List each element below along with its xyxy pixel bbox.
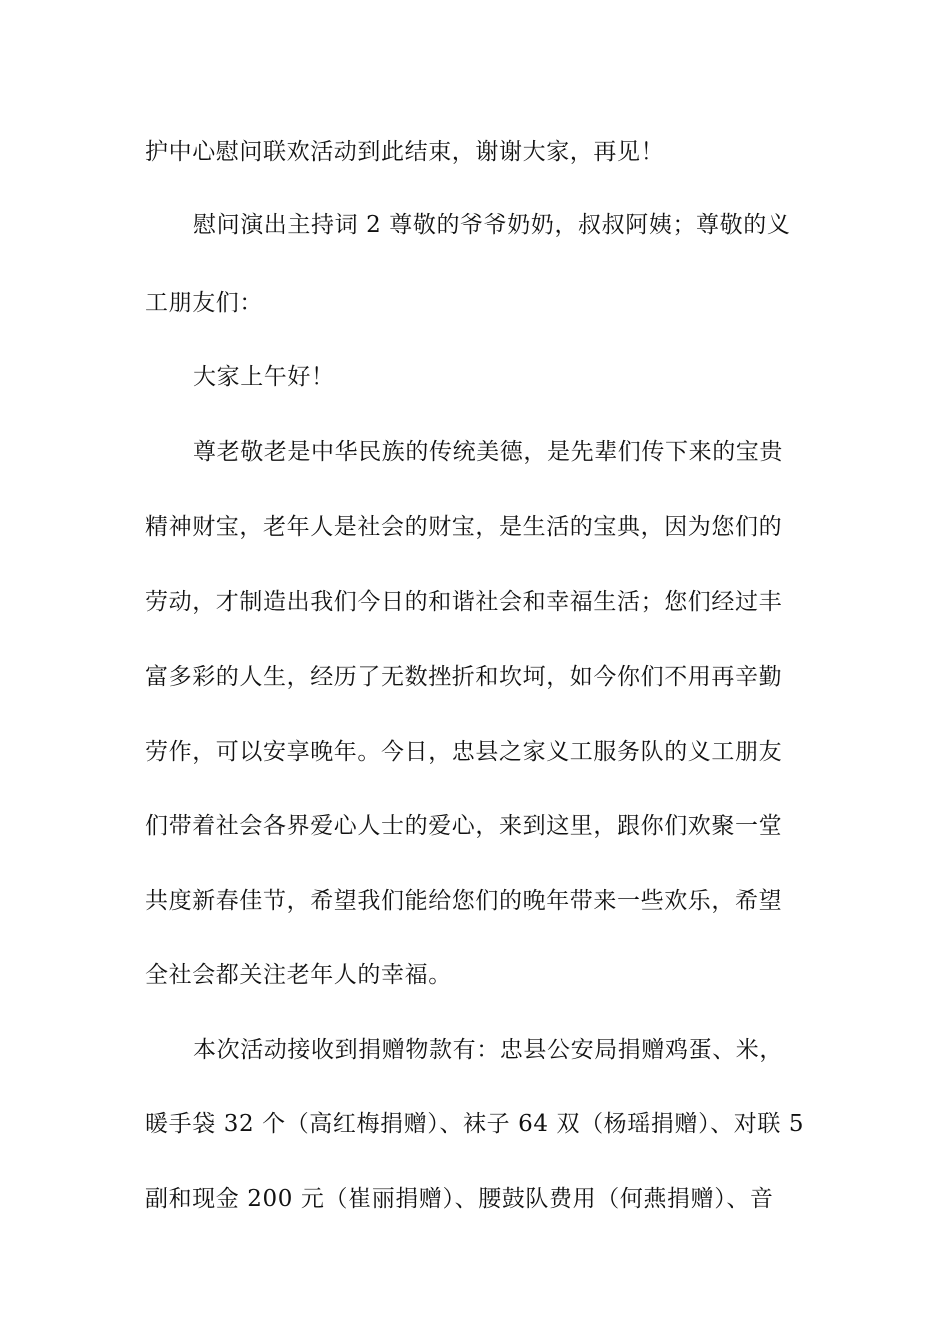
text-line: 本次活动接收到捐赠物款有：忠县公安局捐赠鸡蛋、米， <box>193 1037 783 1063</box>
text-line: 们带着社会各界爱心人士的爱心，来到这里，跟你们欢聚一堂 <box>145 813 783 839</box>
text-line: 劳作，可以安享晚年。今日，忠县之家义工服务队的义工朋友 <box>145 739 783 765</box>
text-line: 慰问演出主持词 2 尊敬的爷爷奶奶，叔叔阿姨；尊敬的义 <box>193 212 791 238</box>
text-line: 共度新春佳节，希望我们能给您们的晚年带来一些欢乐，希望 <box>145 888 783 914</box>
text-line: 护中心慰问联欢活动到此结束，谢谢大家，再见！ <box>145 139 665 165</box>
text-line: 暖手袋 32 个（高红梅捐赠）、袜子 64 双（杨瑶捐赠）、对联 5 <box>145 1111 805 1137</box>
text-line: 劳动，才制造出我们今日的和谐社会和幸福生活；您们经过丰 <box>145 589 783 615</box>
text-line: 精神财宝，老年人是社会的财宝，是生活的宝典，因为您们的 <box>145 514 783 540</box>
text-line: 富多彩的人生，经历了无数挫折和坎坷，如今你们不用再辛勤 <box>145 664 783 690</box>
text-line: 工朋友们： <box>145 290 263 316</box>
text-line: 副和现金 200 元（崔丽捐赠）、腰鼓队费用（何燕捐赠）、音 <box>145 1186 774 1212</box>
text-line: 大家上午好！ <box>193 364 335 390</box>
text-line: 全社会都关注老年人的幸福。 <box>145 962 452 988</box>
text-line: 尊老敬老是中华民族的传统美德，是先辈们传下来的宝贵 <box>193 439 783 465</box>
